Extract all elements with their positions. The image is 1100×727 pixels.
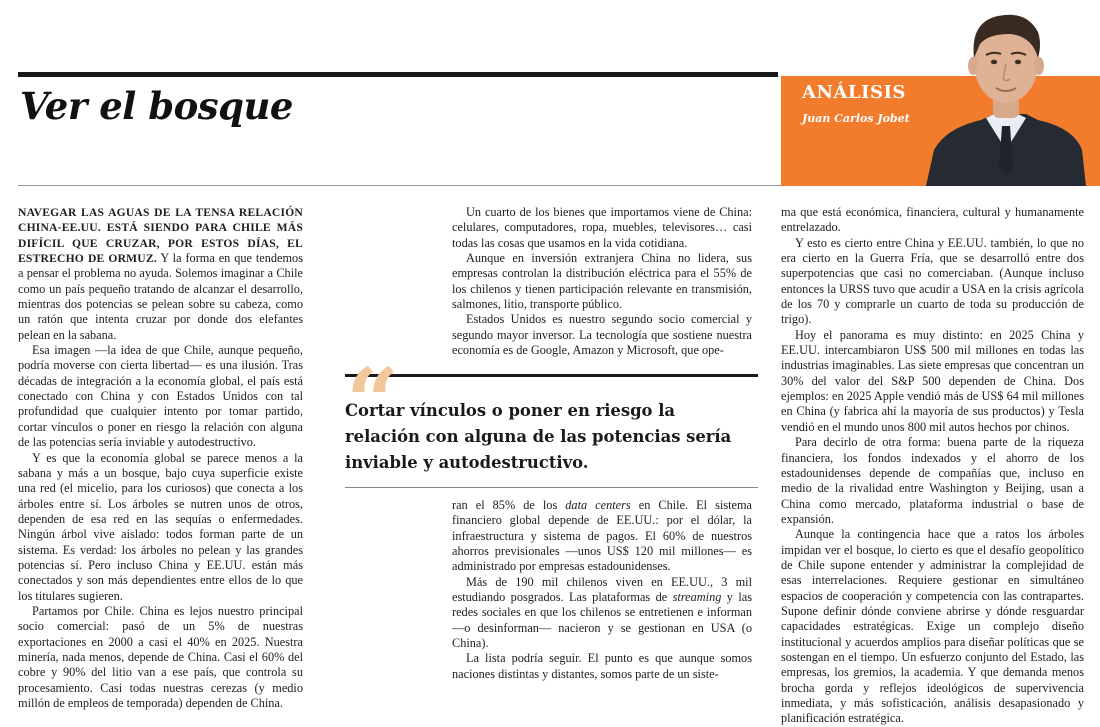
paragraph-text: Más de 190 mil chilenos viven en EE.UU., 3 mil estudiando posgrados. Las plataformas de <box>452 574 752 605</box>
lead-text: NAVEGAR LAS AGUAS DE LA TENSA RELACIÓN CHINA-EE.UU. ESTÁ SIENDO PARA CHILE MÁS DIFÍCIL QUE CRUZAR, POR ESTOS DÍAS, EL ESTRECHO DE ORMUZ. <box>18 206 303 266</box>
italic-term: data centers <box>565 498 631 512</box>
paragraph <box>18 205 303 343</box>
italic-term: streaming <box>672 590 722 605</box>
paragraph: Esa imagen —la idea de que Chile, aunque pequeño, podría moverse con cierta libertad— es una ilusión. Tras décadas de integración a la economía global, el país está conectado con China y con Estados Unidos con tal profundidad que cualquier intento por tomar partido, cortar vínculos o poner en riesgo la relación con alguna de las potencias sería inviable y autodestructivo. <box>18 343 303 450</box>
column-2-bottom <box>452 498 752 682</box>
header-rule <box>18 72 778 77</box>
paragraph: Para decirlo de otra forma: buena parte de la riqueza financiera, los fondos indexados y el ahorro de los estadounidenses depende de compañías que, incluso en medio de la rivalidad entre Washington y Beijing, usan a China como mercado, plataforma industrial o base de expansión. <box>781 435 1084 526</box>
paragraph: Partamos por Chile. China es lejos nuestro principal socio comercial: pasó de un 5% de nuestras exportaciones en 2000 a casi el 40% en 2025. Nuestra minería, nada menos, depende de China. Casi el 60% del cobre y 90% del litio van a ese país, que controla su procesamiento. Casi todas nuestras cerezas (y medio millón de empleos de temporada) dependen de China. <box>18 603 303 710</box>
column-header-panel <box>781 0 1100 186</box>
column-1 <box>18 205 303 711</box>
pull-quote-bottom-rule <box>345 487 758 488</box>
pull-quote: Cortar vínculos o poner en riesgo la relación con alguna de las potencias sería inviable y autodestructivo. <box>345 401 732 472</box>
paragraph: Y esto es cierto entre China y EE.UU. también, lo que no era cierto en la Guerra Fría, que se desarrolló entre dos superpotencias que casi no comerciaban. (Aunque incluso entonces la URSS tuvo que acudir a USA en la crisis agrícola de los 70 y comprarle un cuarto de toda su producción de trigo). <box>781 235 1084 327</box>
paragraph: La lista podría seguir. El punto es que aunque somos naciones distintas y distantes, somos parte de un siste- <box>452 651 752 681</box>
paragraph: Un cuarto de los bienes que importamos viene de China: celulares, computadores, ropa, muebles, televisores… casi todas las cosas que usamos en la vida cotidiana. <box>452 205 752 250</box>
paragraph: ma que está económica, financiera, cultural y humanamente entrelazado. <box>781 205 1084 235</box>
column-2-top <box>452 205 752 358</box>
section-label: ANÁLISIS <box>802 82 906 103</box>
author-name: Juan Carlos Jobet <box>802 112 910 125</box>
paragraph: Y es que la economía global se parece menos a la sabana y más a un bosque, bajo cuya superficie existe una red (el micelio, para los curiosos) que conecta a los árboles entre sí. Los árboles se nutren unos de otros, dependen de esa red en las sequías o enfermedades. Ningún árbol vive aislado: todos forman parte de un sistema. Es verdad: los árboles no pelean y las grandes potencias sí. Pero incluso China y EE.UU. están más conectados y son más dependientes entre ellos de lo que los titulares sugieren. <box>18 450 303 603</box>
paragraph-text: y las redes sociales en que los chilenos se entretienen e informan —o desinforman— nacieron y se gestionan en USA (o China). <box>452 590 752 651</box>
paragraph-text: ran el 85% de los <box>452 498 566 512</box>
header-bottom-rule <box>18 185 781 186</box>
quote-mark-icon: “ <box>346 348 399 456</box>
paragraph: Estados Unidos es nuestro segundo socio comercial y segundo mayor inversor. La tecnología que sostiene nuestra economía es de Google, Amazon y Microsoft, que ope- <box>452 312 752 358</box>
paragraph: Aunque la contingencia hace que a ratos los árboles impidan ver el bosque, lo cierto es que el desafío geopolítico de Chile supone entender y administrar la complejidad de esas interrelaciones. Requiere gestionar en simultáneo espacios de cooperación y competencia con las contrapartes. Supone definir dónde conviene abrirse y dónde resguardar capacidades estratégicas. Exige un complejo diseño institucional y acuerdos amplios para diseñar políticas que se sostengan en el tiempo. Un esfuerzo conjunto del Estado, las empresas, los gremios, la academia. Y que demanda menos brocha gorda y reflejos ideológicos de supervivencia inmediata, y más sofisticación, análisis desapasionado y planificación estratégica. <box>781 527 1084 726</box>
column-3 <box>781 205 1084 727</box>
paragraph <box>452 498 752 575</box>
headline: Ver el bosque <box>20 84 293 128</box>
paragraph: Aunque en inversión extranjera China no lidera, sus empresas controlan la distribución eléctrica para el 55% de los chilenos y tienen participación relevante en transmisión, salmones, litio, transporte público. <box>452 251 752 312</box>
author-portrait <box>926 0 1086 186</box>
paragraph-text: en Chile. El sistema financiero global depende de EE.UU.: por el dólar, la infraestructura y sistema de pagos. El 60% de nuestros ahorros previsionales —unos US$ 120 mil millones— es administrado por empresas estadounidenses. <box>452 498 752 574</box>
paragraph-text: Y la forma en que tendemos a pensar el problema no ayuda. Solemos imaginar a Chile como un país pequeño tratando de alcanzar el desarrollo, mientras dos potencias se pelean sobre su cabeza, como un ratón que intenta cruzar por donde dos elefantes pelean en la sabana. <box>18 251 303 342</box>
paragraph: Hoy el panorama es muy distinto: en 2025 China y EE.UU. intercambiaron US$ 500 mil millones en todas las industrias imaginables. Las siete empresas que concentran un 30% del valor del S&P 500 dependen de China. Dos ejemplos: en 2025 Apple vendió más de US$ 64 mil millones en China (y fabrica ahí la mayoría de sus productos) y Tesla vendió en el mundo unos 800 mil autos hechos por chinos. <box>781 327 1084 434</box>
pull-quote-top-rule <box>345 374 758 377</box>
paragraph <box>452 575 752 652</box>
